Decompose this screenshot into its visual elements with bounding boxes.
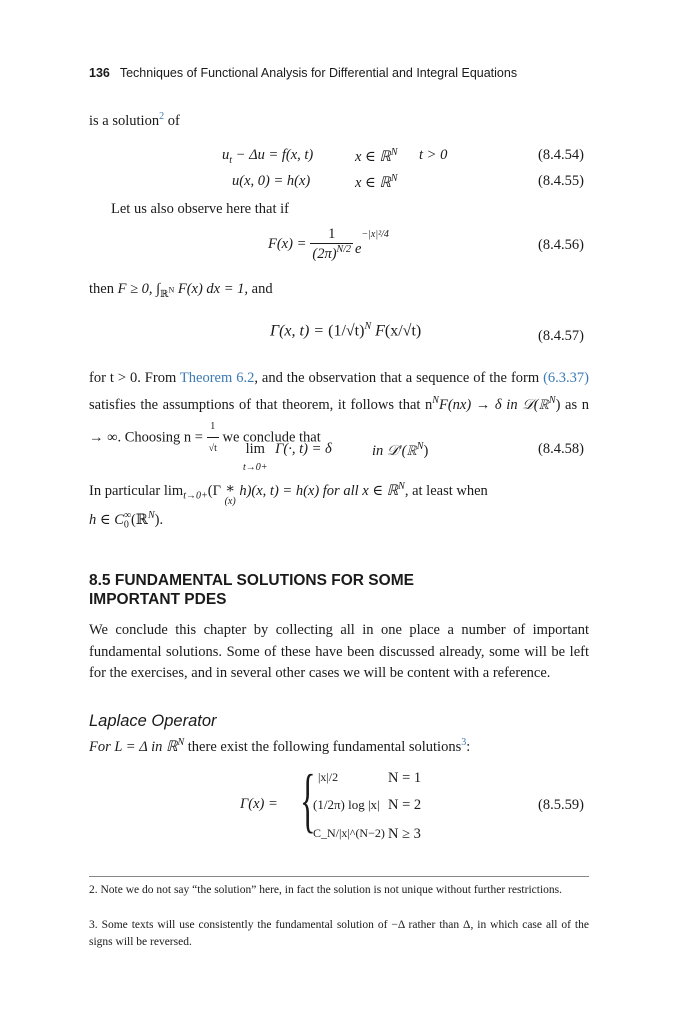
- equation-8-4-54-condition: x ∈ ℝ$^N$: [355, 147, 398, 165]
- case-2-condition: N = 2: [388, 797, 422, 813]
- footnote-ref-2[interactable]: 2: [159, 111, 165, 122]
- equation-8-4-58: lim t→0+ Γ(·, t) = δ: [243, 441, 332, 473]
- equation-number-8-4-54: (8.4.54): [538, 147, 584, 163]
- left-brace: {: [300, 760, 316, 840]
- equation-8-4-57: Γ(x, $t) = (1/√t)^N$ F(x/√t): [270, 321, 422, 340]
- then-line: then F ≥ 0, $\int_{ℝ^N}$ F(x) dx = 1, and: [89, 281, 273, 300]
- laplace-intro: For L = Δ in ℝ$^N$ there exist the following fundamental solutions$^3$:: [89, 737, 471, 755]
- running-title: Techniques of Functional Analysis for Differential and Integral Equations: [119, 66, 518, 80]
- section-paragraph: We conclude this chapter by collecting all in one place a number of important fundamental solutions. Some of these have been discussed already, some will be left for the exercises, and in several other cases we will be content with a reference.: [89, 622, 589, 681]
- paragraph-in-particular-line2: h ∈ $C_0^\infty(ℝ^N)$.: [89, 510, 164, 531]
- theorem-6-2-link[interactable]: Theorem 6.2: [179, 370, 255, 386]
- equation-number-8-4-57: (8.4.57): [538, 328, 584, 344]
- case-3-value: C_N/|x|^(N−2): [313, 826, 385, 840]
- equation-8-4-58-domain: in 𝒟′(ℝ$^N$): [372, 441, 429, 459]
- equation-8-4-54: $u_t - \Delta u = f(x$, t): [222, 147, 314, 166]
- footnote-2: 2. Note we do not say “the solution” here, in fact the solution is not unique without further restrictions.: [89, 884, 562, 896]
- intro-line: is a solution$^2$ of: [89, 111, 180, 129]
- equation-8-4-55: u(x, 0) = h(x): [232, 173, 311, 189]
- equation-6-3-37-link[interactable]: (6.3.37): [543, 370, 590, 386]
- case-2-value: (1/2π) log |x|: [313, 797, 380, 812]
- observe-line: Let us also observe here that if: [111, 201, 289, 217]
- subsection-heading-laplace: Laplace Operator: [89, 712, 217, 730]
- running-header: [89, 66, 517, 80]
- equation-number-8-4-58: (8.4.58): [538, 441, 584, 457]
- equation-8-5-59-lhs: Γ(x) =: [240, 796, 278, 812]
- paragraph-in-particular: In particular $\lim_{t\to 0+}(\Gamma$ ∗ $^{(x)}$ h)(x, t) = h(x) for all x ∈ ℝ$^N$, at least when: [89, 481, 488, 507]
- equation-number-8-5-59: (8.5.59): [538, 797, 584, 813]
- section-heading-8-5: 8.5 FUNDAMENTAL SOLUTIONS FOR SOME IMPORTANT PDES: [89, 572, 414, 608]
- case-3-condition: N ≥ 3: [388, 826, 421, 842]
- equation-8-4-54-condition-2: t > 0: [419, 147, 448, 163]
- case-1-value: |x|/2: [318, 770, 339, 784]
- paragraph-theorem: for t > 0. From Theorem 6.2, and the observation that a sequence of the form (6.3.37) satisfies the assumptions of that theorem, it follows that $n^NF(nx) \to \delta$ in 𝒟(ℝ$^N$) as n → ∞. Choosing n = $\frac{1}{√t}$ we conclude that: [89, 370, 590, 455]
- footnote-3: 3. Some texts will use consistently the fundamental solution of −Δ rather than Δ, in which case all of the signs will be reversed.: [89, 919, 589, 948]
- footnote-ref-3[interactable]: 3: [461, 737, 467, 748]
- equation-8-4-55-condition: x ∈ ℝ$^N$: [355, 173, 398, 191]
- page-number: 136: [89, 66, 110, 80]
- equation-number-8-4-56: (8.4.56): [538, 237, 584, 253]
- case-1-condition: N = 1: [388, 770, 422, 786]
- equation-8-4-56: F(x) = $\frac{1}{(2\pi)^{N/2}}$ $e^{-|x|^2/4}$: [268, 226, 389, 262]
- equation-number-8-4-55: (8.4.55): [538, 173, 584, 189]
- footnote-divider: [89, 876, 589, 877]
